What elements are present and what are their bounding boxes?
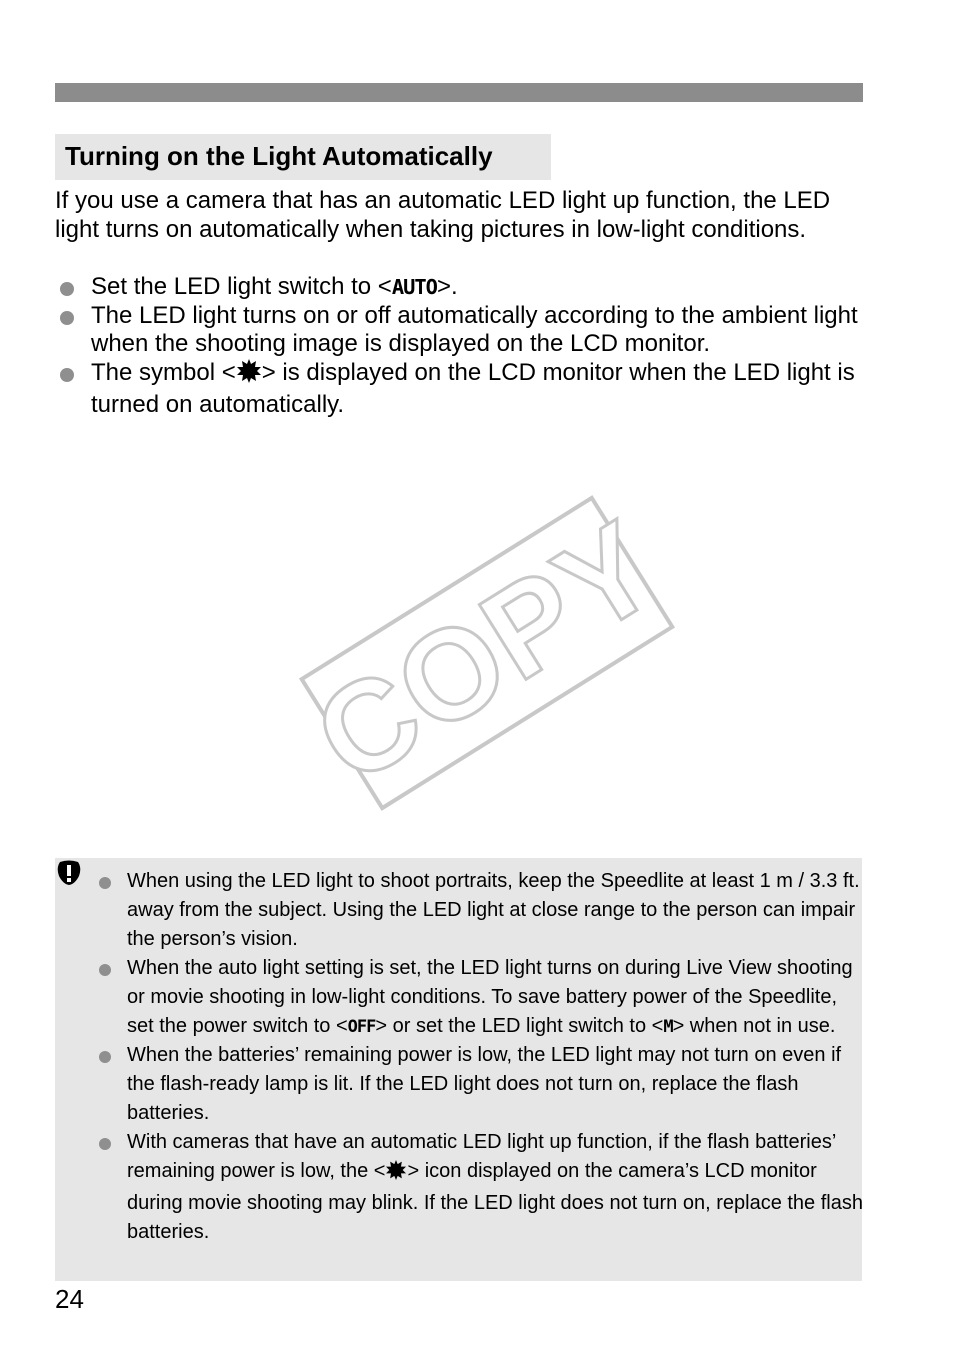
list-item: [95, 954, 865, 1042]
caution-list: [95, 867, 865, 1247]
led-light-icon: [236, 359, 262, 391]
off-setting-label: OFF: [347, 1016, 376, 1037]
section-title: Turning on the Light Automatically: [55, 134, 551, 180]
steps-list: [55, 273, 860, 420]
step-text: The LED light turns on or off automatically according to the ambient light when the shooting image is displayed on the LCD monitor.: [91, 301, 858, 358]
list-item: [55, 302, 860, 359]
list-item: [55, 359, 860, 419]
step-text: The symbol <: [91, 359, 236, 387]
page-number: 24: [55, 1284, 84, 1314]
caution-text: > or set the LED light switch to <: [375, 1014, 664, 1037]
led-light-icon: [385, 1160, 407, 1189]
list-item: [95, 867, 865, 954]
caution-text: > when not in use.: [672, 1014, 836, 1037]
watermark-text: COPY: [291, 493, 682, 812]
copy-watermark: [291, 493, 682, 812]
caution-icon: [55, 860, 83, 888]
caution-text: When the auto light setting is set, the LED light turns on during Live View shooting or movie shooting in low-light conditions. To save battery power of the Speedlite, set the power switch to <: [127, 956, 853, 1037]
caution-box: [55, 858, 862, 1281]
step-text: > is displayed on the LCD monitor when the LED light is turned on automatically.: [91, 359, 855, 418]
auto-setting-label: AUTO: [391, 275, 437, 299]
list-item: [55, 273, 860, 302]
intro-paragraph: If you use a camera that has an automatic LED light up function, the LED light turns on automatically when taking pictures in low-light conditions.: [55, 187, 831, 243]
caution-text: When using the LED light to shoot portraits, keep the Speedlite at least 1 m / 3.3 ft. away from the subject. Using the LED light at close range to the person can impair the person’s vision.: [127, 870, 860, 950]
caution-text: When the batteries’ remaining power is low, the LED light may not turn on even if the flash-ready lamp is lit. If the LED light does not turn on, replace the flash batteries.: [127, 1044, 842, 1125]
list-item: [95, 1128, 865, 1247]
header-bar: [55, 83, 863, 102]
step-text: Set the LED light switch to <: [91, 273, 392, 300]
caution-text: > icon displayed on the camera’s LCD monitor during movie shooting may blink. If the LED light does not turn on, replace the flash batteries.: [127, 1160, 863, 1243]
caution-text: With cameras that have an automatic LED light up function, if the flash batteries’ remaining power is low, the <: [127, 1131, 836, 1183]
manual-setting-label: M: [663, 1016, 673, 1037]
step-text: >.: [436, 273, 458, 300]
list-item: [95, 1041, 865, 1128]
